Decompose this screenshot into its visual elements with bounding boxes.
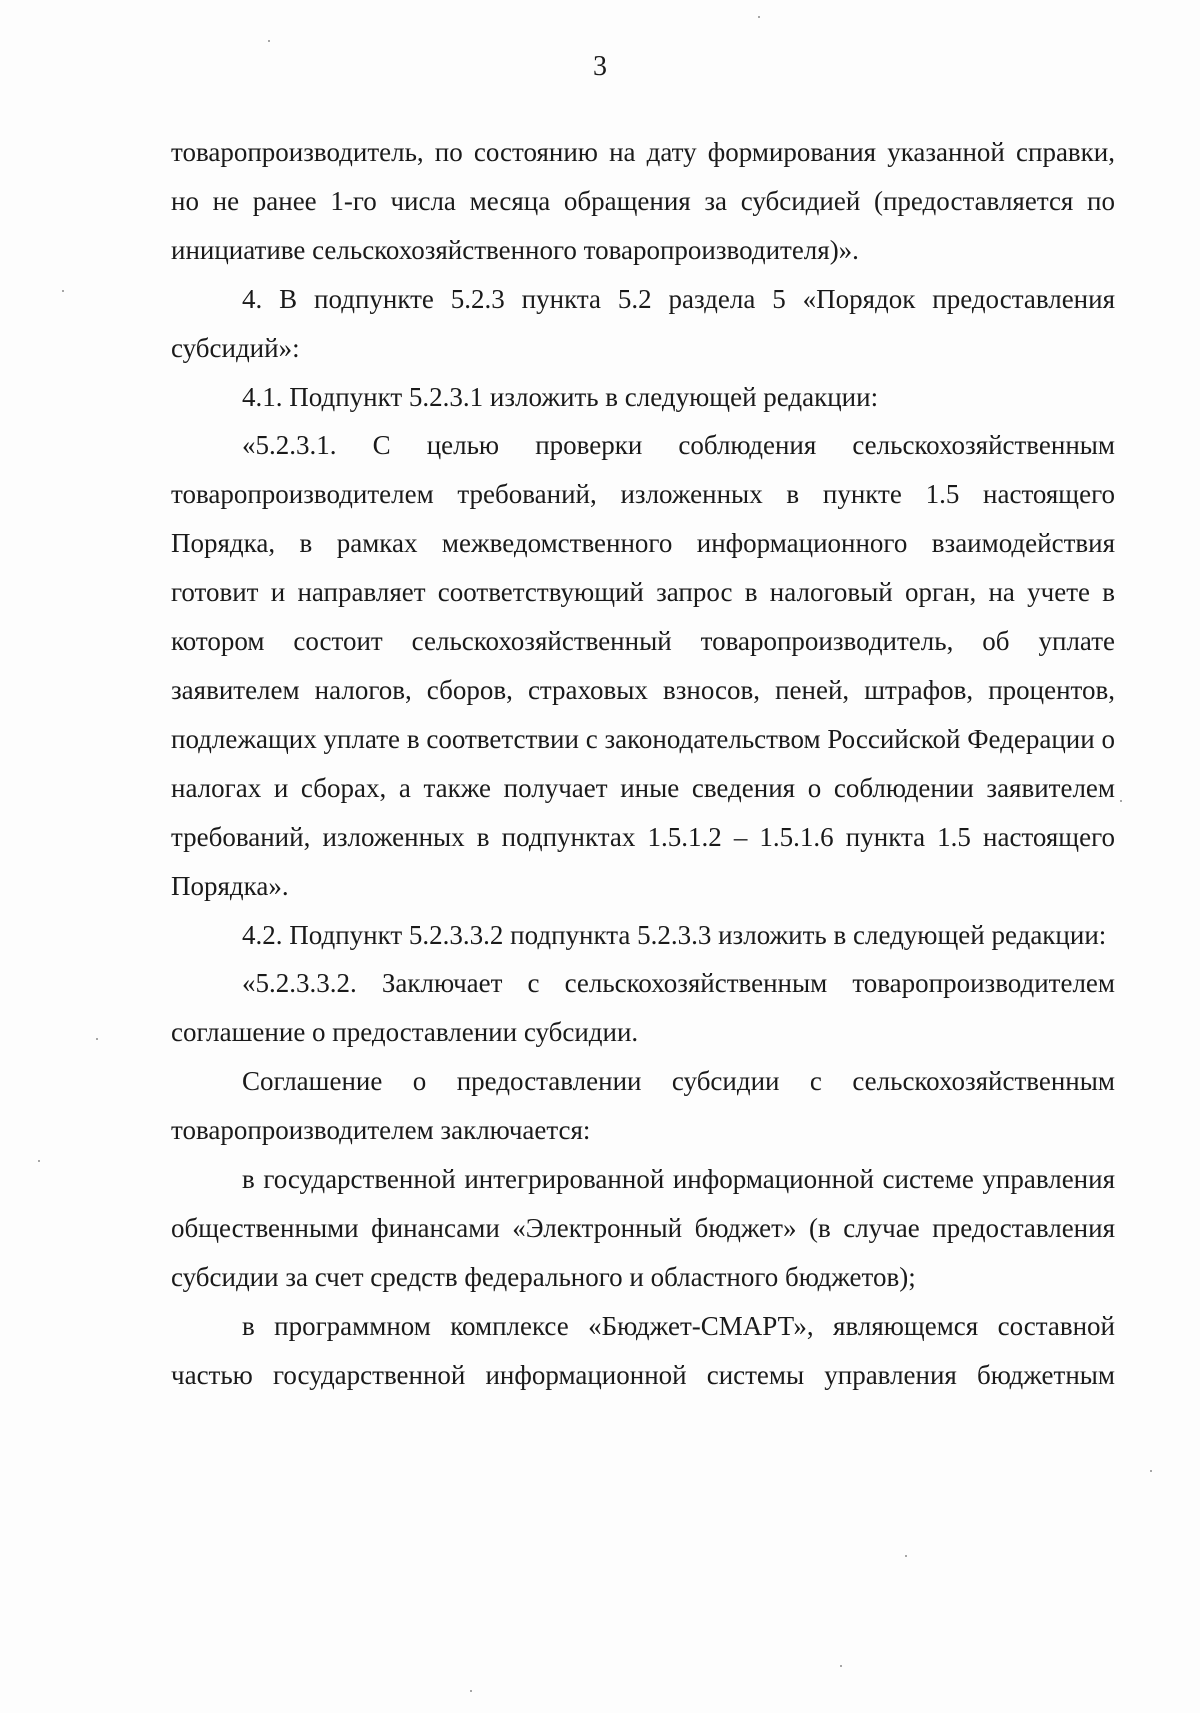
paragraph-item-4-1: 4.1. Подпункт 5.2.3.1 изложить в следующей редакции: (242, 381, 879, 412)
scan-speck (38, 1160, 40, 1162)
paragraph-item-4: 4. В подпункте 5.2.3 пункта 5.2 раздела 5 «Порядок предоставления субсидий»: (171, 283, 1115, 363)
paragraph-continuation: товаропроизводитель, по состоянию на дату формирования указанной справки, но не ранее 1-го числа месяца обращения за субсидией (предоставляется по инициативе сельскохозяйственного товаропроизводителя)». (171, 137, 1115, 265)
scan-speck (470, 1690, 472, 1692)
paragraph-quote-5-2-3-1: «5.2.3.1. С целью проверки соблюдения сельскохозяйственным товаропроизводителем требований, изложенных в пункте 1.5 настоящего Порядка, в рамках межведомственного информационного взаимодействия готовит и направляет соответствующий запрос в налоговый орган, на учете в котором состоит сельскохозяйственный товаропроизводитель, об уплате заявителем налогов, сборов, страховых взносов, пеней, штрафов, процентов, подлежащих уплате в соответствии с законодательством Российской Федерации о налогах и сборах, а также получает иные сведения о соблюдении заявителем требований, изложенных в подпунктах 1.5.1.2 – 1.5.1.6 пункта 1.5 настоящего Порядка». (171, 430, 1115, 901)
page-number: 3 (593, 51, 607, 82)
paragraph-quote-5-2-3-3-2: «5.2.3.3.2. Заключает с сельскохозяйственным товаропроизводителем соглашение о предоставлении субсидии. (171, 968, 1115, 1048)
scan-speck (62, 290, 64, 292)
paragraph-agreement: Соглашение о предоставлении субсидии с сельскохозяйственным товаропроизводителем заключается: (171, 1066, 1115, 1146)
scan-speck (96, 1038, 98, 1040)
scan-speck (840, 1665, 842, 1667)
paragraph-electronic-budget: в государственной интегрированной информационной системе управления общественными финансами «Электронный бюджет» (в случае предоставления субсидии за счет средств федерального и областного бюджетов); (171, 1164, 1115, 1292)
scan-speck (1120, 800, 1122, 802)
document-body (171, 128, 1115, 1400)
scan-speck (905, 1555, 907, 1557)
paragraph-budget-smart: в программном комплексе «Бюджет-СМАРТ», являющемся составной частью государственной информационной системы управления бюджетным (171, 1310, 1115, 1390)
paragraph-item-4-2: 4.2. Подпункт 5.2.3.3.2 подпункта 5.2.3.3 изложить в следующей редакции: (242, 919, 1107, 950)
scan-speck (1150, 1470, 1152, 1472)
scan-speck (268, 40, 270, 42)
scan-speck (758, 16, 760, 18)
